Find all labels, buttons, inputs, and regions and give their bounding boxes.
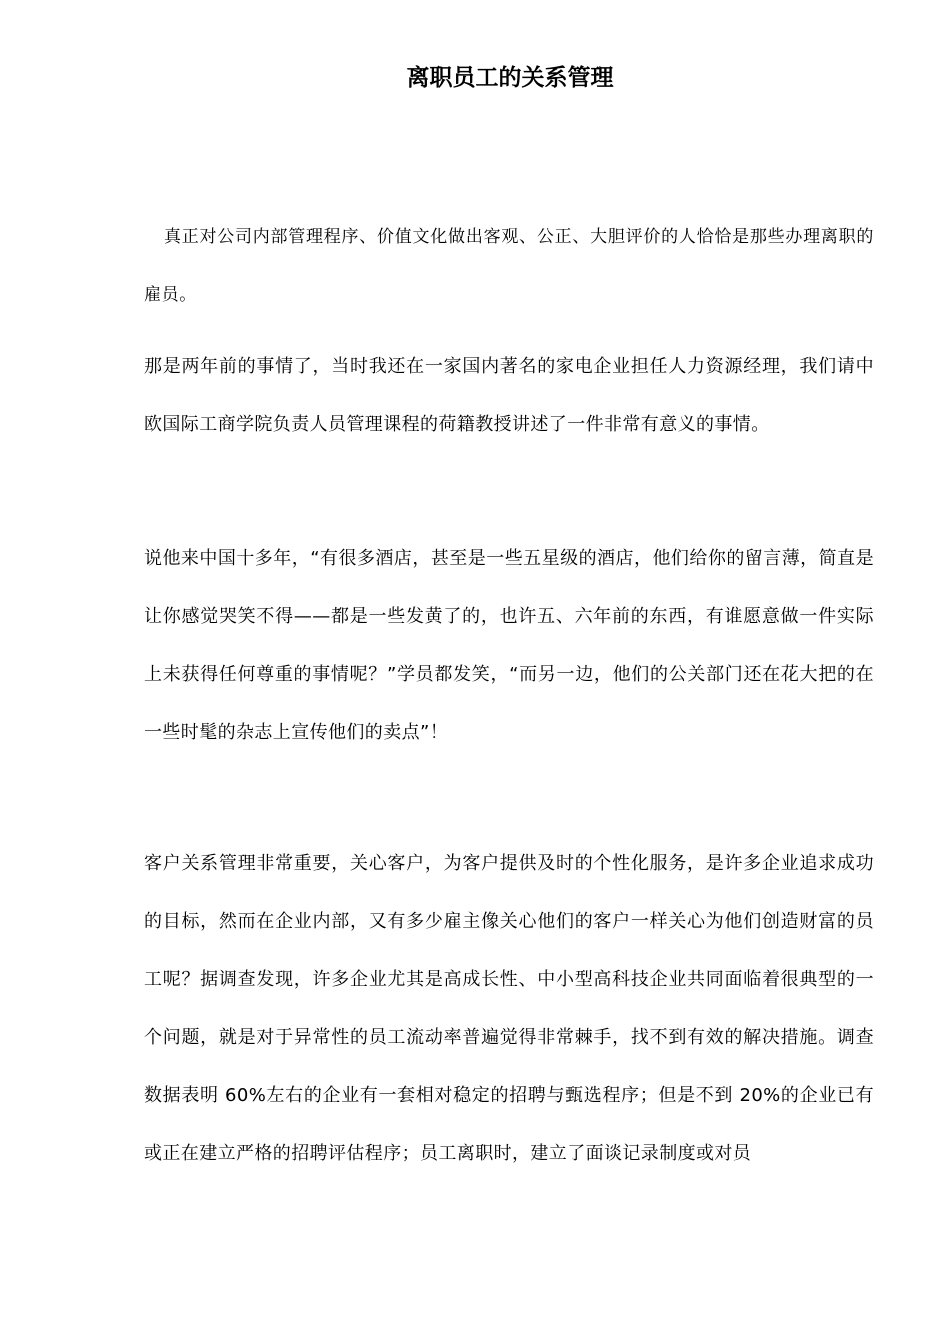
paragraph-background: 那是两年前的事情了，当时我还在一家国内著名的家电企业担任人力资源经理，我们请中欧国际工商学院负责人员管理课程的荷籍教授讲述了一件非常有意义的事情。 xyxy=(144,356,874,435)
paragraph-hotel-anecdote: 说他来中国十多年，“有很多酒店，甚至是一些五星级的酒店，他们给你的留言薄，简直是让你感觉哭笑不得——都是一些发黄了的，也许五、六年前的东西，有谁愿意做一件实际上未获得任何尊重的事情呢？”学员都发笑，“而另一边，他们的公关部门还在花大把的在一些时髦的杂志上宣传他们的卖点”！ xyxy=(144,548,874,743)
paragraph-intro: 真正对公司内部管理程序、价值文化做出客观、公正、大胆评价的人恰恰是那些办理离职的雇员。 xyxy=(144,227,874,305)
paragraph-customer-relations: 客户关系管理非常重要，关心客户，为客户提供及时的个性化服务，是许多企业追求成功的目标，然而在企业内部，又有多少雇主像关心他们的客户一样关心为他们创造财富的员工呢？据调查发现，许多企业尤其是高成长性、中小型高科技企业共同面临着很典型的一个问题，就是对于异常性的员工流动率普遍觉得非常棘手，找不到有效的解决措施。调查数据表明 60%左右的企业有一套相对稳定的招聘与甄选程序；但是不到 20%的企业已有或正在建立严格的招聘评估程序；员工离职时，建立了面谈记录制度或对员 xyxy=(144,853,874,1164)
document-title: 离职员工的关系管理 xyxy=(406,64,614,91)
